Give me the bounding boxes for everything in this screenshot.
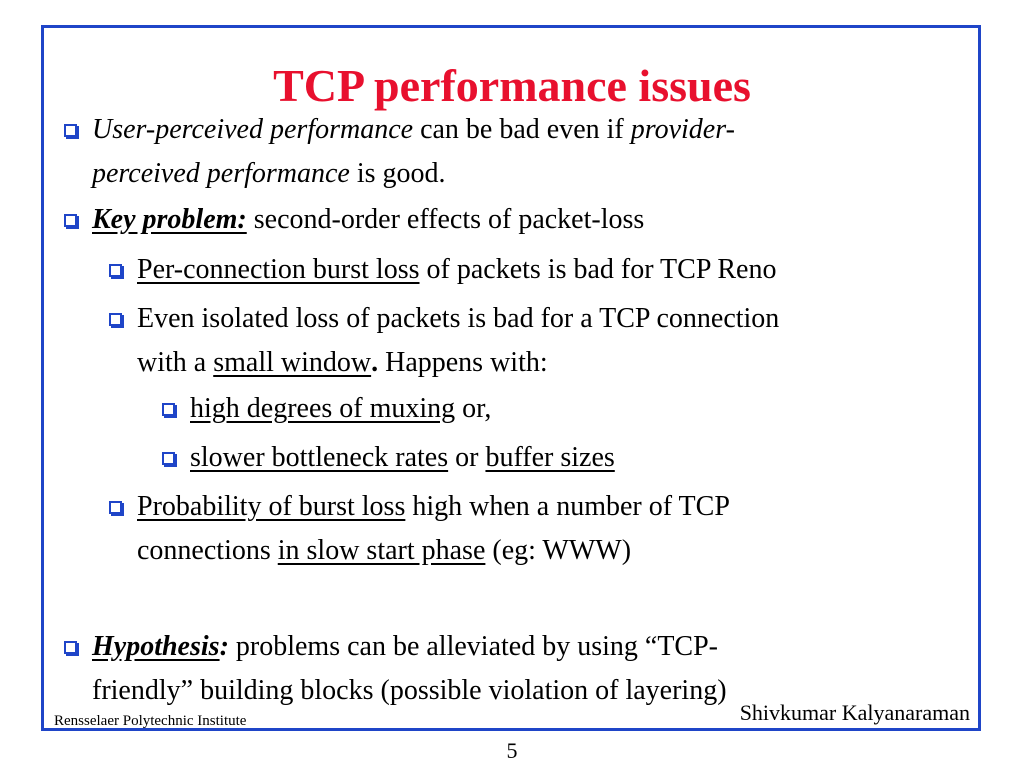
footer-institute: Rensselaer Polytechnic Institute: [54, 713, 247, 729]
bullet-text: of packets is bad for TCP Reno: [419, 254, 777, 285]
bullet-text: buffer sizes: [485, 442, 615, 473]
bullet-text: connections: [137, 535, 278, 566]
hollow-square-icon: [109, 501, 122, 514]
bullet-heading: Hypothesis: [92, 631, 220, 662]
bullet-heading: Key problem:: [92, 204, 247, 235]
bullet-text: Per-connection burst loss: [137, 254, 420, 285]
hollow-square-icon: [162, 452, 175, 465]
bullet-text: with a: [137, 347, 214, 378]
bullet-text: is good.: [349, 158, 446, 189]
bullet-text: friendly” building blocks (possible violation of layering): [92, 675, 727, 706]
bullet-text: .: [371, 347, 379, 378]
bullet-burst-probability: [137, 485, 952, 573]
bullet-text: high degrees of muxing: [190, 393, 456, 424]
hollow-square-icon: [162, 403, 175, 416]
slide-title: TCP performance issues: [273, 60, 751, 111]
bullet-text: slower bottleneck rates: [190, 442, 449, 473]
bullet-text: second-order effects of packet-loss: [246, 204, 645, 235]
bullet-text: or,: [455, 393, 492, 424]
bullet-text: high when a number of TCP: [405, 491, 730, 522]
bullet-text: small window: [213, 347, 372, 378]
bullet-text: :: [219, 631, 229, 662]
bullet-text: User-perceived performance: [92, 114, 414, 145]
bullet-key-problem: [92, 198, 952, 242]
bullet-text: Even isolated loss of packets is bad for a TCP connection: [137, 303, 780, 334]
footer-author: Shivkumar Kalyanaraman: [739, 700, 970, 725]
bullet-text: Happens with:: [378, 347, 548, 378]
bullet-text: can be bad even if: [413, 114, 631, 145]
bullet-burst-loss: [137, 248, 952, 292]
hollow-square-icon: [109, 264, 122, 277]
page-number: 5: [506, 738, 518, 763]
bullet-text: in slow start phase: [277, 535, 486, 566]
hollow-square-icon: [64, 641, 77, 654]
bullet-text: problems can be alleviated by using “TCP-: [228, 631, 718, 662]
bullet-text: provider-: [630, 114, 735, 145]
bullet-isolated-loss: [137, 297, 952, 385]
bullet-text: (eg: WWW): [485, 535, 632, 566]
bullet-text: perceived performance: [92, 158, 350, 189]
bullet-text: or: [448, 442, 486, 473]
hollow-square-icon: [64, 214, 77, 227]
bullet-muxing: [190, 387, 950, 431]
bullet-user-perceived-performance: [92, 108, 952, 196]
hollow-square-icon: [109, 313, 122, 326]
bullet-bottleneck-rates: [190, 436, 950, 480]
bullet-text: Probability of burst loss: [137, 491, 406, 522]
hollow-square-icon: [64, 124, 77, 137]
